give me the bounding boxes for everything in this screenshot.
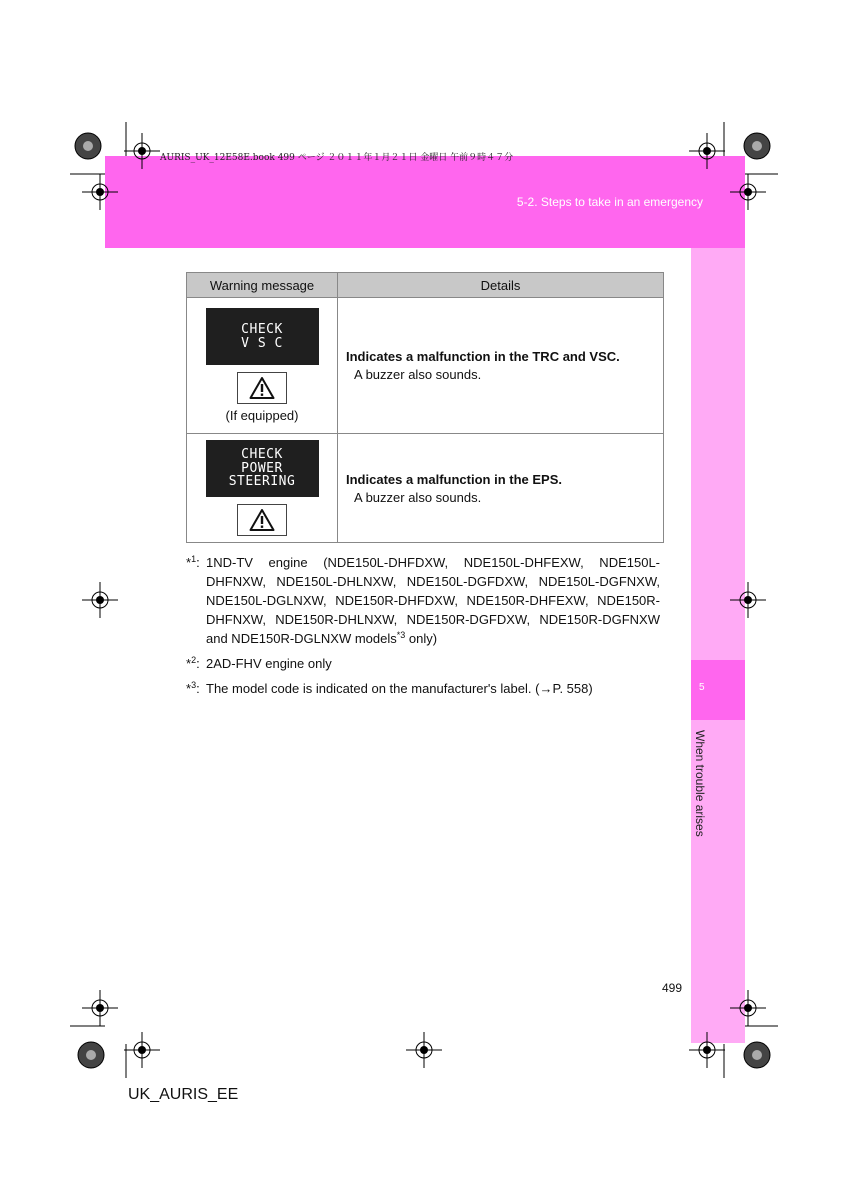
detail-heading: Indicates a malfunction in the EPS. — [346, 471, 562, 487]
starburst-mark-icon — [744, 1042, 770, 1068]
lcd-line: CHECK — [241, 447, 283, 463]
footnote-mark: *$^3$: — [186, 680, 200, 696]
table-row — [187, 434, 664, 543]
side-tab — [691, 248, 745, 1043]
details-cell — [338, 298, 664, 434]
footnote-mark: *$^2$: — [186, 655, 200, 671]
footnote — [186, 553, 660, 648]
starburst-mark-icon — [75, 133, 101, 159]
side-tab-label-block — [693, 730, 713, 850]
chapter-label: When trouble arises — [693, 730, 707, 837]
footnote-text: The model code is indicated on the manufacturer's label. (→P. 558) — [206, 681, 593, 696]
header-warning-message: Warning message — [187, 273, 338, 298]
warning-triangle-icon — [237, 504, 287, 536]
footnote-mark: *$^1$: — [186, 554, 200, 570]
table-header-row — [187, 273, 664, 298]
section-title: 5-2. Steps to take in an emergency — [516, 195, 703, 209]
side-tab-number-block — [691, 660, 745, 720]
lcd-line: POWER — [241, 460, 283, 476]
warning-message-cell — [187, 434, 338, 543]
lcd-display — [206, 308, 319, 365]
footnotes — [186, 553, 660, 704]
details-cell — [338, 434, 664, 543]
footnote-text: 1ND-TV engine (NDE150L-DHFDXW, NDE150L-DHFEXW, NDE150L-DHFNXW, NDE150L-DHLNXW, NDE150L-DGFDXW, NDE150L-DGFNXW, NDE150L-DGLNXW, NDE150R-DHFDXW, NDE150R-DHFEXW, NDE150R-DHFNXW, NDE150R-DHLNXW, NDE150R-DGFDXW, NDE150R-DGFNXW and NDE150R-DGLNXW models$^{*3}$ only) — [206, 555, 660, 646]
footnote-text: 2AD-FHV engine only — [206, 656, 332, 671]
header-details: Details — [338, 273, 664, 298]
starburst-mark-icon — [78, 1042, 104, 1068]
lcd-display — [206, 440, 319, 497]
detail-text: A buzzer also sounds. — [354, 367, 482, 382]
table-row — [187, 298, 664, 434]
warning-table — [186, 272, 664, 543]
detail-text: A buzzer also sounds. — [354, 489, 482, 505]
detail-heading: Indicates a malfunction in the TRC and VSC. — [346, 349, 620, 364]
print-line: AURIS_UK_12E58E.book 499 ページ ２０１１年１月２１日 金曜日 午前９時４７分 — [160, 153, 514, 163]
chapter-number: 5 — [699, 682, 705, 693]
registration-mark-icon — [82, 582, 118, 618]
registration-mark-icon — [82, 990, 118, 1026]
lcd-line: STEERING — [228, 474, 296, 490]
page-number: 499 — [662, 981, 683, 995]
warning-message-cell — [187, 298, 338, 434]
lcd-line: V S C — [241, 335, 283, 351]
document-code: UK_AURIS_EE — [128, 1086, 239, 1103]
starburst-mark-icon — [744, 133, 770, 159]
if-equipped-note: (If equipped) — [225, 408, 299, 423]
lcd-line: CHECK — [241, 322, 283, 337]
registration-mark-icon — [406, 1032, 442, 1068]
footnote — [186, 679, 660, 698]
footnote — [186, 654, 660, 673]
warning-triangle-icon — [237, 372, 287, 404]
registration-mark-icon — [124, 1032, 160, 1068]
